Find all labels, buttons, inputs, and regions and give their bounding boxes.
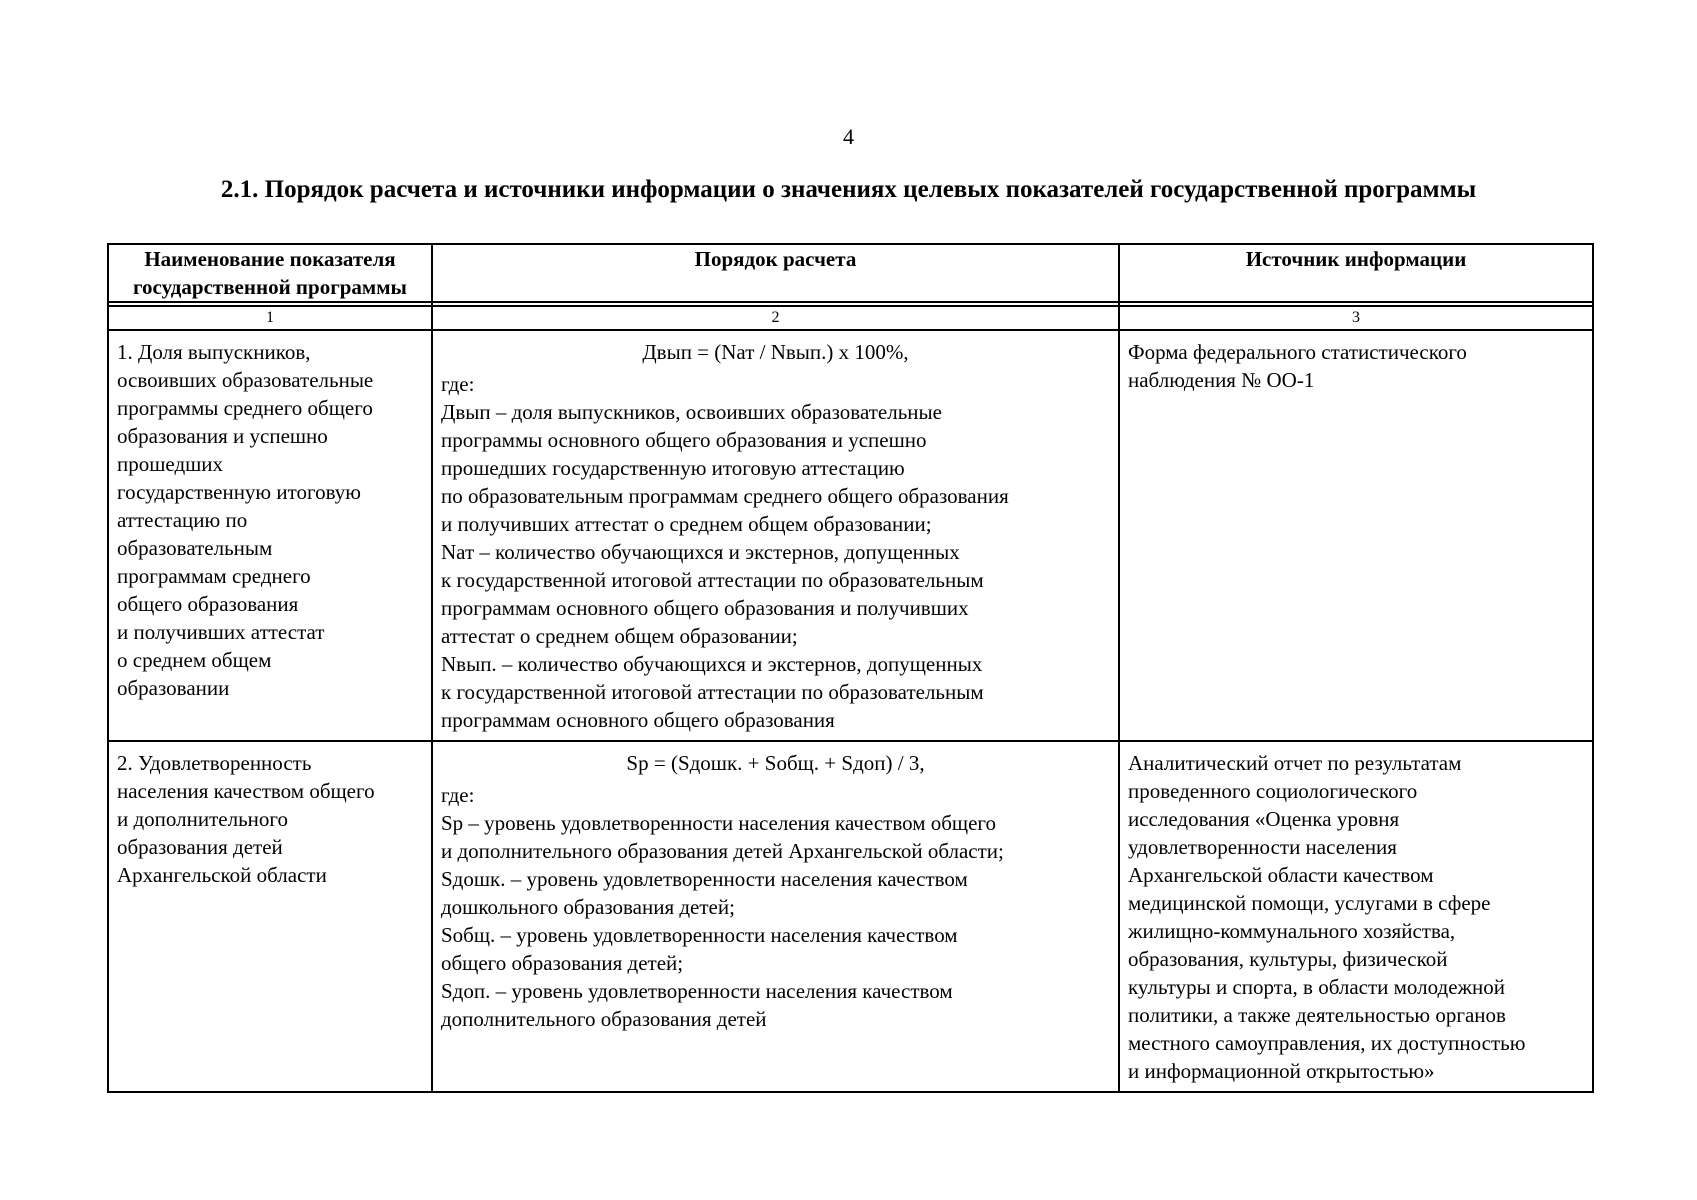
text-line: дополнительного образования детей [441, 1007, 767, 1031]
text-line: политики, а также деятельностью органов [1128, 1003, 1506, 1027]
formula: Двып = (Nат / Nвып.) x 100%, [642, 340, 909, 364]
header-indicator-name [107, 243, 431, 303]
text-line: наблюдения № ОО-1 [1128, 368, 1315, 392]
text-line: прошедших [117, 452, 224, 476]
text-line: Sдоп. – уровень удовлетворенности населения качеством [441, 979, 953, 1003]
calculation-cell [431, 740, 1118, 1093]
header-calculation [431, 243, 1118, 303]
text-line: программы среднего общего [117, 396, 373, 420]
text-line: программам основного общего образования и получивших [441, 596, 969, 620]
text-line: и дополнительного [117, 807, 288, 831]
header-line: Порядок расчета [694, 247, 857, 271]
indicator-name-cell [107, 329, 431, 740]
text-line: Форма федерального статистического [1128, 340, 1467, 364]
text-line: аттестат о среднем общем образовании; [441, 624, 798, 648]
text-line: культуры и спорта, в области молодежной [1128, 975, 1506, 999]
text-line: и информационной открытостью» [1128, 1059, 1435, 1083]
text-line: исследования «Оценка уровня [1128, 807, 1400, 831]
header-line: Наименование показателя [144, 247, 396, 271]
text-line: проведенного социологического [1128, 779, 1418, 803]
text-line: дошкольного образования детей; [441, 895, 735, 919]
formula: Sр = (Sдошк. + Sобщ. + Sдоп) / 3, [626, 751, 925, 775]
table-header-row [107, 243, 1594, 303]
source-cell [1118, 740, 1594, 1093]
text-line: Архангельской области качеством [1128, 863, 1434, 887]
column-number: 1 [107, 305, 431, 329]
indicators-table [107, 243, 1594, 1093]
text-line: Двып – доля выпускников, освоивших образовательные [441, 400, 942, 424]
text-line: образовательным [117, 536, 273, 560]
text-line: 1. Доля выпускников, [117, 340, 311, 364]
text-line: и получивших аттестат о среднем общем образовании; [441, 512, 932, 536]
text-line: государственную итоговую [117, 480, 361, 504]
text-line: по образовательным программам среднего общего образования [441, 484, 1009, 508]
text-line: образования и успешно [117, 424, 328, 448]
text-line: о среднем общем [117, 648, 272, 672]
text-line: общего образования детей; [441, 951, 684, 975]
text-line: образования, культуры, физической [1128, 947, 1448, 971]
text-line: программам основного общего образования [441, 708, 835, 732]
text-line: освоивших образовательные [117, 368, 374, 392]
calculation-cell [431, 329, 1118, 740]
text-line: Аналитический отчет по результатам [1128, 751, 1462, 775]
text-line: образовании [117, 676, 230, 700]
text-line: Sр – уровень удовлетворенности населения качеством общего [441, 811, 997, 835]
section-title: 2.1. Порядок расчета и источники информации о значениях целевых показателей государственной программы [220, 176, 1477, 203]
column-number: 2 [431, 305, 1118, 329]
text-line: общего образования [117, 592, 299, 616]
table-row [107, 740, 1594, 1093]
text-line: 2. Удовлетворенность [117, 751, 312, 775]
text-line: местного самоуправления, их доступностью [1128, 1031, 1526, 1055]
text-line: Sдошк. – уровень удовлетворенности населения качеством [441, 867, 968, 891]
text-line: и получивших аттестат [117, 620, 325, 644]
text-line: жилищно-коммунального хозяйства, [1128, 919, 1456, 943]
text-line: населения качеством общего [117, 779, 375, 803]
text-line: Nат – количество обучающихся и экстернов, допущенных [441, 540, 960, 564]
text-line: прошедших государственную итоговую аттестацию [441, 456, 905, 480]
text-line: Sобщ. – уровень удовлетворенности населения качеством [441, 923, 958, 947]
text-line: программы основного общего образования и успешно [441, 428, 927, 452]
column-number: 3 [1118, 305, 1594, 329]
text-line: аттестацию по [117, 508, 248, 532]
indicator-name-cell [107, 740, 431, 1093]
text-line: программам среднего [117, 564, 311, 588]
text-line: Nвып. – количество обучающихся и экстернов, допущенных [441, 652, 983, 676]
header-source [1118, 243, 1594, 303]
page-number: 4 [843, 124, 854, 149]
text-line: к государственной итоговой аттестации по образовательным [441, 568, 984, 592]
source-cell [1118, 329, 1594, 740]
table-row [107, 329, 1594, 740]
text-line: к государственной итоговой аттестации по образовательным [441, 680, 984, 704]
header-line: Источник информации [1245, 247, 1467, 271]
text-line: где: [441, 783, 475, 807]
calculation-text [441, 781, 1110, 1033]
text-line: где: [441, 372, 475, 396]
text-line: и дополнительного образования детей Архангельской области; [441, 839, 1004, 863]
column-numbers-row [107, 305, 1594, 329]
header-line: государственной программы [133, 275, 407, 299]
text-line: медицинской помощи, услугами в сфере [1128, 891, 1491, 915]
text-line: образования детей [117, 835, 283, 859]
text-line: Архангельской области [117, 863, 327, 887]
text-line: удовлетворенности населения [1128, 835, 1397, 859]
calculation-text [441, 370, 1110, 734]
